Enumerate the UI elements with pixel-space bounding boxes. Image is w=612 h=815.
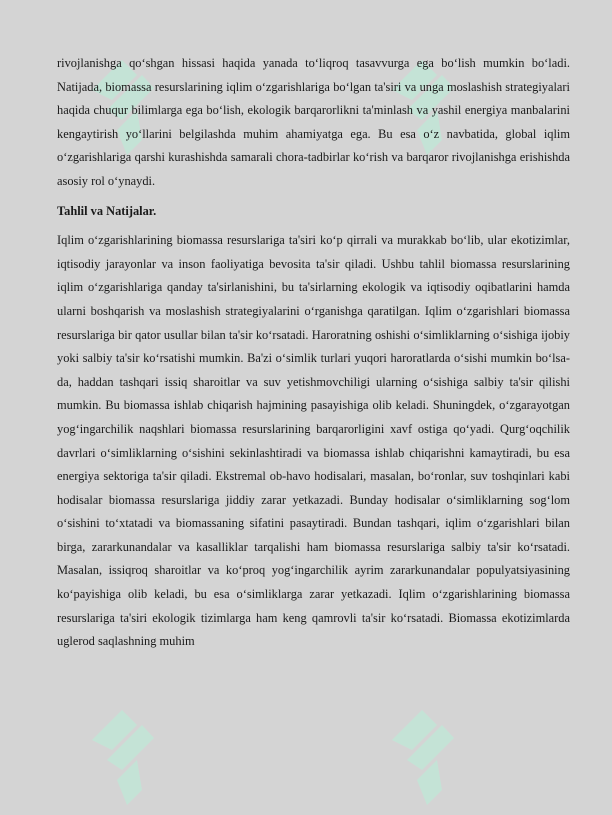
section-heading: Tahlil va Natijalar. — [57, 203, 157, 218]
body-paragraph: Iqlim o‘zgarishlarining biomassa resurslariga ta'siri ko‘p qirrali va murakkab bo‘lib, ular ekotizimlar, iqtisodiy jarayonlar va inson faoliyatiga bevosita ta'sir qiladi. Ushbu tahlil biomassa resurslarining iqlim o‘zgarishlariga qanday ta'sirlanishini, bu ta'sirlarning ekologik va iqtisodiy oqibatlarini hamda ularni boshqarish va moslashish strategiyalarini o‘rganishga qaratilgan. Iqlim o‘zgarishlari biomassa resurslariga bir qator usullar bilan ta'sir ko‘rsatadi. Haroratning oshishi o‘simliklarning o‘sishiga ijobiy yoki salbiy ta'sir ko‘rsatishi mumkin. Ba'zi o‘simlik turlari yuqori haroratlarda o‘sishi mumkin bo‘lsa-da, haddan tashqari issiq sharoitlar va suv yetishmovchiligi ularning o‘sishiga salbiy ta'sir qilishi mumkin. Bu biomassa ishlab chiqarish hajmining pasayishiga olib keladi. Shuningdek, o‘zgarayotgan yog‘ingarchilik naqshlari biomassa resurslarining barqarorligini xavf ostiga qo‘yadi. Qurg‘oqchilik davrlari o‘simliklarning o‘sishini sekinlashtiradi va biomassa ishlab chiqarishni kamaytiradi, bu esa energiya sektoriga ta'sir qiladi. Ekstremal ob-havo hodisalari, masalan, bo‘ronlar, suv toshqinlari kabi hodisalar biomassa resurslariga jiddiy zarar yetkazadi. Bunday hodisalar o‘simliklarning sog‘lom o‘sishini to‘xtatadi va biomassaning sifatini pasaytiradi. Bundan tashqari, iqlim o‘zgarishlari bilan birga, zararkunandalar va kasalliklar tarqalishi ham biomassa resurslariga salbiy ta'sir ko‘rsatadi. Masalan, issiqroq sharoitlar va ko‘proq yog‘ingarchilik ayrim zararkunandalar populyatsiyasining ko‘payishiga olib keladi, bu esa o‘simliklarga zarar yetkazadi. Iqlim o‘zgarishlarining biomassa resurslariga ta'siri ekologik tizimlarga ham keng qamrovli ta'sir ko‘rsatadi. Biomassa ekotizimlarda uglerod saqlashning muhim — [57, 233, 570, 649]
watermark-logo-icon — [82, 690, 162, 810]
watermark-logo-icon — [382, 690, 462, 810]
intro-paragraph: rivojlanishga qo‘shgan hissasi haqida yanada to‘liqroq tasavvurga ega bo‘lish mumkin bo‘ladi. Natijada, biomassa resurslarining iqlim o‘zgarishlariga bo‘lgan ta'siri va unga moslashish strategiyalari haqida chuqur bilimlarga ega bo‘lish, ekologik barqarorlikni ta'minlash va yashil energiya manbalarini kengaytirish yo‘llarini belgilashda muhim ahamiyatga ega. Bu esa o‘z navbatida, global iqlim o‘zgarishlariga qarshi kurashishda samarali chora-tadbirlar ko‘rish va barqaror rivojlanishga erishishda asosiy rol o‘ynaydi. — [57, 56, 570, 188]
page-content — [57, 52, 570, 654]
